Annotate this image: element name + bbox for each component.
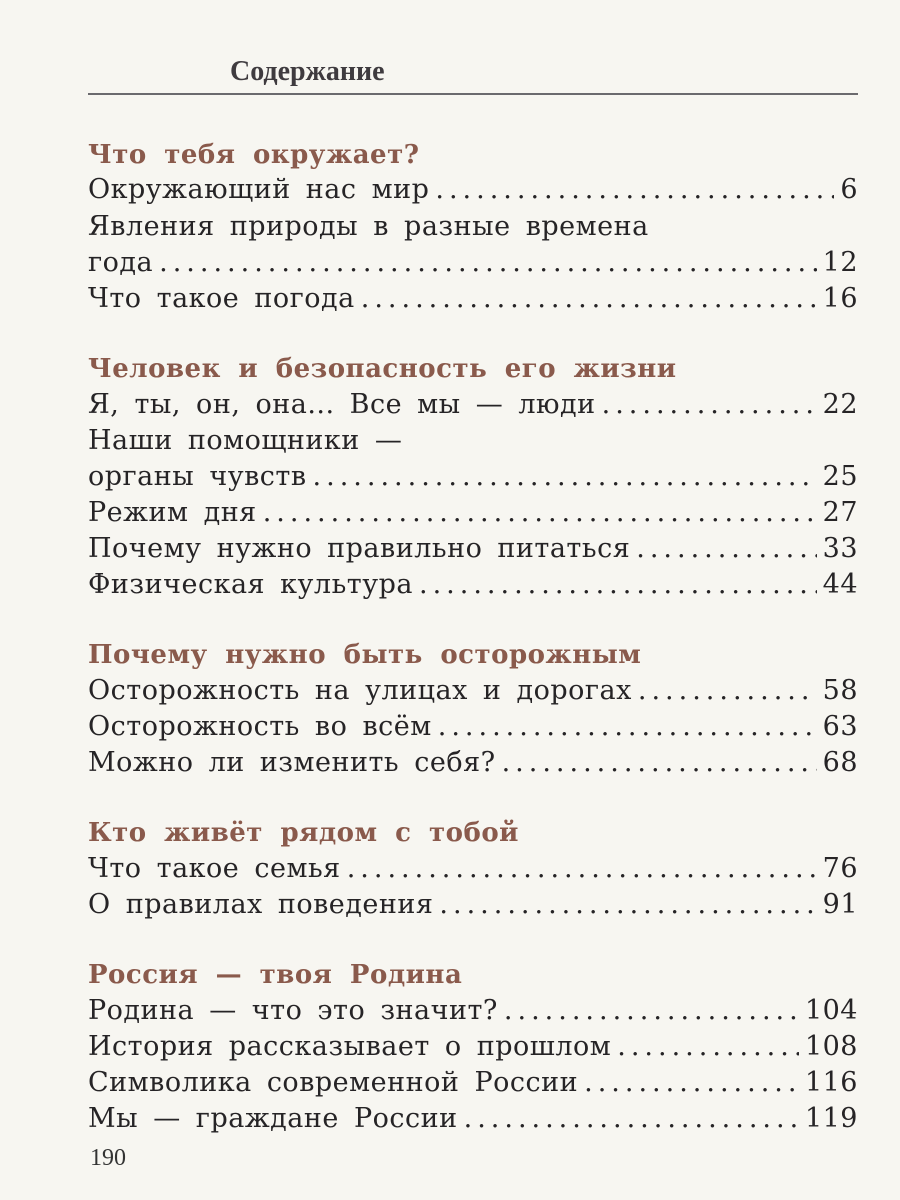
entry-title: года [88,247,154,278]
section-heading: Почему нужно быть осторожным [88,640,642,670]
page-title: Содержание [230,56,385,87]
toc-entry[interactable] [88,387,858,423]
leader-dots [347,851,817,887]
section-heading: Человек и безопасность его жизни [88,354,677,384]
toc-entry[interactable] [88,1029,858,1065]
entry-page-number: 63 [822,711,858,742]
leader-dots [419,567,817,603]
leader-dots [263,495,817,531]
leader-dots [464,1101,799,1137]
leader-dots [361,281,817,317]
leader-dots [439,887,816,923]
leader-dots [617,1029,799,1065]
leader-dots [502,745,817,781]
entry-title: История рассказывает о прошлом [88,1031,612,1062]
toc-entry[interactable] [88,745,858,781]
entry-title: Явления природы в разные времена [88,211,649,242]
entry-page-number: 91 [822,889,858,920]
entry-title: Можно ли изменить себя? [88,747,496,778]
entry-page-number: 58 [822,675,858,706]
leader-dots [504,993,799,1029]
entry-title: Осторожность на улицах и дорогах [88,675,632,706]
entry-title: Я, ты, он, она... Все мы — люди [88,389,596,420]
entry-title: Окружающий нас мир [88,174,430,205]
title-rule [88,93,858,95]
entry-page-number: 119 [804,1103,858,1134]
leader-dots [638,673,817,709]
entry-title: Что такое погода [88,283,355,314]
section-heading: Что тебя окружает? [88,140,420,170]
leader-dots [584,1065,799,1101]
toc-entry[interactable] [88,172,858,208]
entry-page-number: 16 [822,283,858,314]
toc-entry[interactable] [88,567,858,603]
section-heading: Россия — твоя Родина [88,960,463,990]
entry-title: Почему нужно правильно питаться [88,533,631,564]
leader-dots [602,387,817,423]
entry-page-number: 108 [804,1031,858,1062]
entry-page-number: 6 [840,174,858,205]
entry-page-number: 104 [804,995,858,1026]
entry-page-number: 27 [822,497,858,528]
page-number: 190 [90,1145,126,1171]
toc-entry[interactable] [88,1101,858,1137]
toc-entry[interactable] [88,209,858,245]
toc-entry[interactable] [88,531,858,567]
entry-title: Наши помощники — [88,425,403,456]
toc-entry[interactable] [88,281,858,317]
leader-dots [313,459,817,495]
section-heading: Кто живёт рядом с тобой [88,818,519,848]
toc-entry[interactable] [88,245,858,281]
entry-page-number: 33 [822,533,858,564]
entry-title: Что такое семья [88,853,341,884]
toc-entry[interactable] [88,1065,858,1101]
entry-title: Родина — что это значит? [88,995,498,1026]
entry-title: Режим дня [88,497,257,528]
toc-entry[interactable] [88,887,858,923]
toc-entry[interactable] [88,673,858,709]
toc-entry[interactable] [88,709,858,745]
toc-entry[interactable] [88,459,858,495]
entry-title: Физическая культура [88,569,413,600]
entry-title: Символика современной России [88,1067,579,1098]
leader-dots [435,172,834,208]
entry-title: О правилах поведения [88,889,434,920]
toc-entry[interactable] [88,495,858,531]
entry-title: Осторожность во всём [88,711,432,742]
entry-page-number: 44 [822,569,858,600]
toc-entry[interactable] [88,423,858,459]
entry-page-number: 25 [822,461,858,492]
toc-entry[interactable] [88,993,858,1029]
leader-dots [636,531,816,567]
entry-title: органы чувств [88,461,307,492]
entry-page-number: 12 [822,247,858,278]
toc-entry[interactable] [88,851,858,887]
entry-page-number: 68 [822,747,858,778]
leader-dots [159,245,817,281]
entry-page-number: 116 [804,1067,858,1098]
entry-title: Мы — граждане России [88,1103,458,1134]
leader-dots [438,709,817,745]
entry-page-number: 22 [822,389,858,420]
entry-page-number: 76 [822,853,858,884]
